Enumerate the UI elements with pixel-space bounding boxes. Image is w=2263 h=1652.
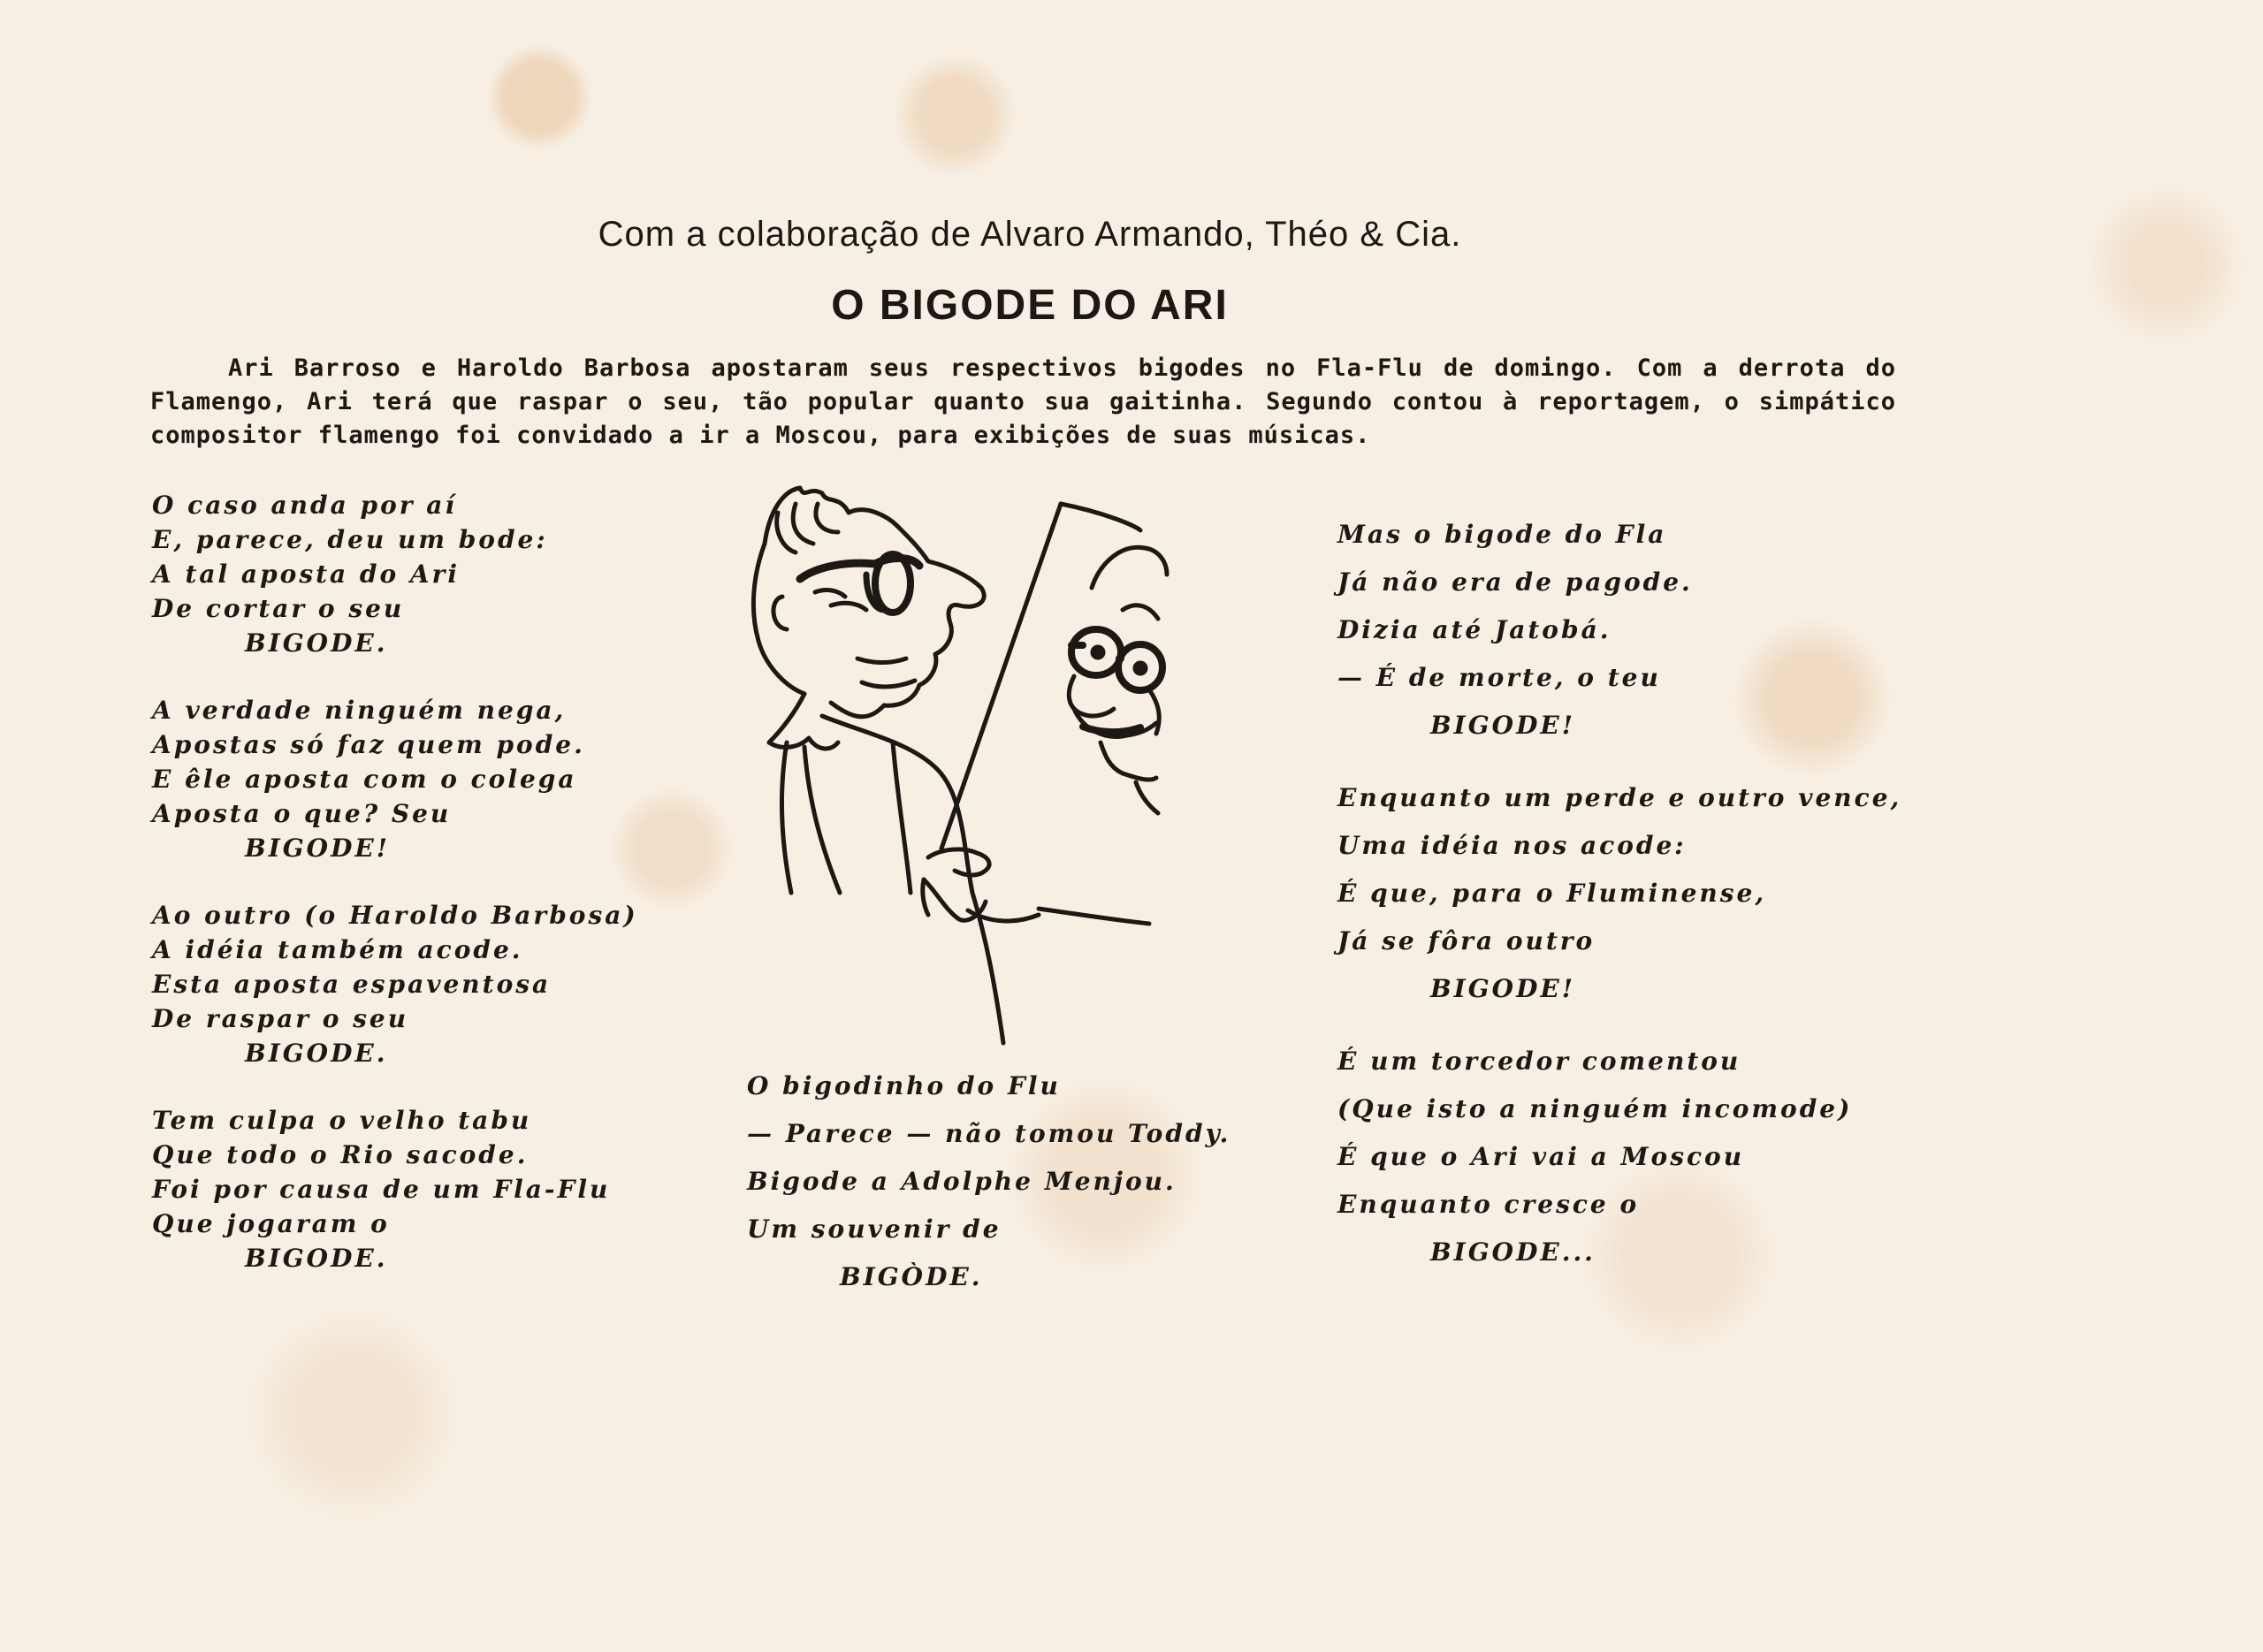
stanza [1337, 1038, 1901, 1276]
verse-line: Ao outro (o Haroldo Barbosa) [152, 901, 638, 930]
verse-line: É que o Ari vai a Moscou [1337, 1142, 1745, 1171]
refrain-line: BIGODE. [245, 1039, 388, 1068]
stanza [152, 898, 638, 1070]
verse-line: A verdade ninguém nega, [152, 696, 567, 725]
verse-line: É um torcedor comentou [1337, 1047, 1741, 1076]
verse-line: Dizia até Jatobá. [1337, 615, 1612, 644]
caricature-illustration [734, 477, 1299, 1052]
stanza [152, 488, 638, 660]
verse-line: E, parece, deu um bode: [152, 525, 548, 554]
stanza [1337, 774, 1901, 1013]
stanza [747, 1062, 1231, 1301]
verse-line: É que, para o Fluminense, [1337, 879, 1767, 908]
verse-line: Foi por causa de um Fla-Flu [152, 1175, 611, 1204]
verse-line: Enquanto um perde e outro vence, [1337, 783, 1902, 812]
verse-line: Que todo o Rio sacode. [152, 1140, 529, 1169]
verse-line: De raspar o seu [152, 1004, 409, 1033]
verse-line: Já se fôra outro [1337, 926, 1596, 955]
verse-line: E êle aposta com o colega [152, 765, 577, 794]
verse-line: O caso anda por aí [152, 491, 458, 520]
refrain-line: BIGODE! [245, 834, 390, 863]
verse-line: De cortar o seu [152, 594, 405, 623]
verse-line: — É de morte, o teu [1337, 663, 1661, 692]
verse-line: Enquanto cresce o [1337, 1190, 1640, 1219]
article-title: O BIGODE DO ARI [831, 282, 1229, 329]
verse-line: Esta aposta espaventosa [152, 970, 552, 999]
refrain-line: BIGODE. [245, 628, 388, 658]
refrain-line: BIGODE! [1430, 711, 1575, 740]
verse-line: A idéia também acode. [152, 935, 523, 964]
left-verse-column [152, 488, 638, 1275]
verse-line: Uma idéia nos acode: [1337, 831, 1687, 860]
verse-line: Que jogaram o [152, 1209, 390, 1238]
stanza [1337, 511, 1901, 750]
verse-line: Um souvenir de [747, 1214, 1002, 1244]
verse-line: A tal aposta do Ari [152, 560, 461, 589]
intro-paragraph: Ari Barroso e Haroldo Barbosa apostaram seus respectivos bigodes no Fla-Flu de domingo. Com a derrota do Flamengo, Ari terá que raspar o seu, tão popular quanto sua gaitinha. Segundo contou à reportagem, o simpático compositor flamengo foi convidado a ir a Moscou, para exibições de suas músicas. [150, 354, 1896, 449]
verse-line: Apostas só faz quem pode. [152, 730, 585, 759]
refrain-line: BIGODE! [1430, 974, 1575, 1003]
center-verse-column [747, 1062, 1231, 1301]
verse-line: — Parece — não tomou Toddy. [747, 1119, 1231, 1148]
verse-line: Aposta o que? Seu [152, 799, 452, 828]
stanza [152, 693, 638, 865]
stanza [152, 1103, 638, 1275]
credits-subtitle: Com a colaboração de Alvaro Armando, Théo & Cia. [598, 215, 1462, 254]
refrain-line: BIGODE. [245, 1244, 388, 1273]
verse-line: Mas o bigode do Fla [1337, 520, 1667, 549]
verse-line: (Que isto a ninguém incomode) [1337, 1094, 1853, 1123]
verse-line: Já não era de pagode. [1337, 567, 1693, 597]
refrain-line: BIGODE... [1430, 1237, 1596, 1267]
verse-line: Bigode a Adolphe Menjou. [747, 1167, 1177, 1196]
refrain-line: BIGÒDE. [840, 1262, 983, 1291]
verse-line: Tem culpa o velho tabu [152, 1106, 532, 1135]
verse-line: O bigodinho do Flu [747, 1071, 1061, 1100]
right-verse-column [1337, 511, 1901, 1276]
